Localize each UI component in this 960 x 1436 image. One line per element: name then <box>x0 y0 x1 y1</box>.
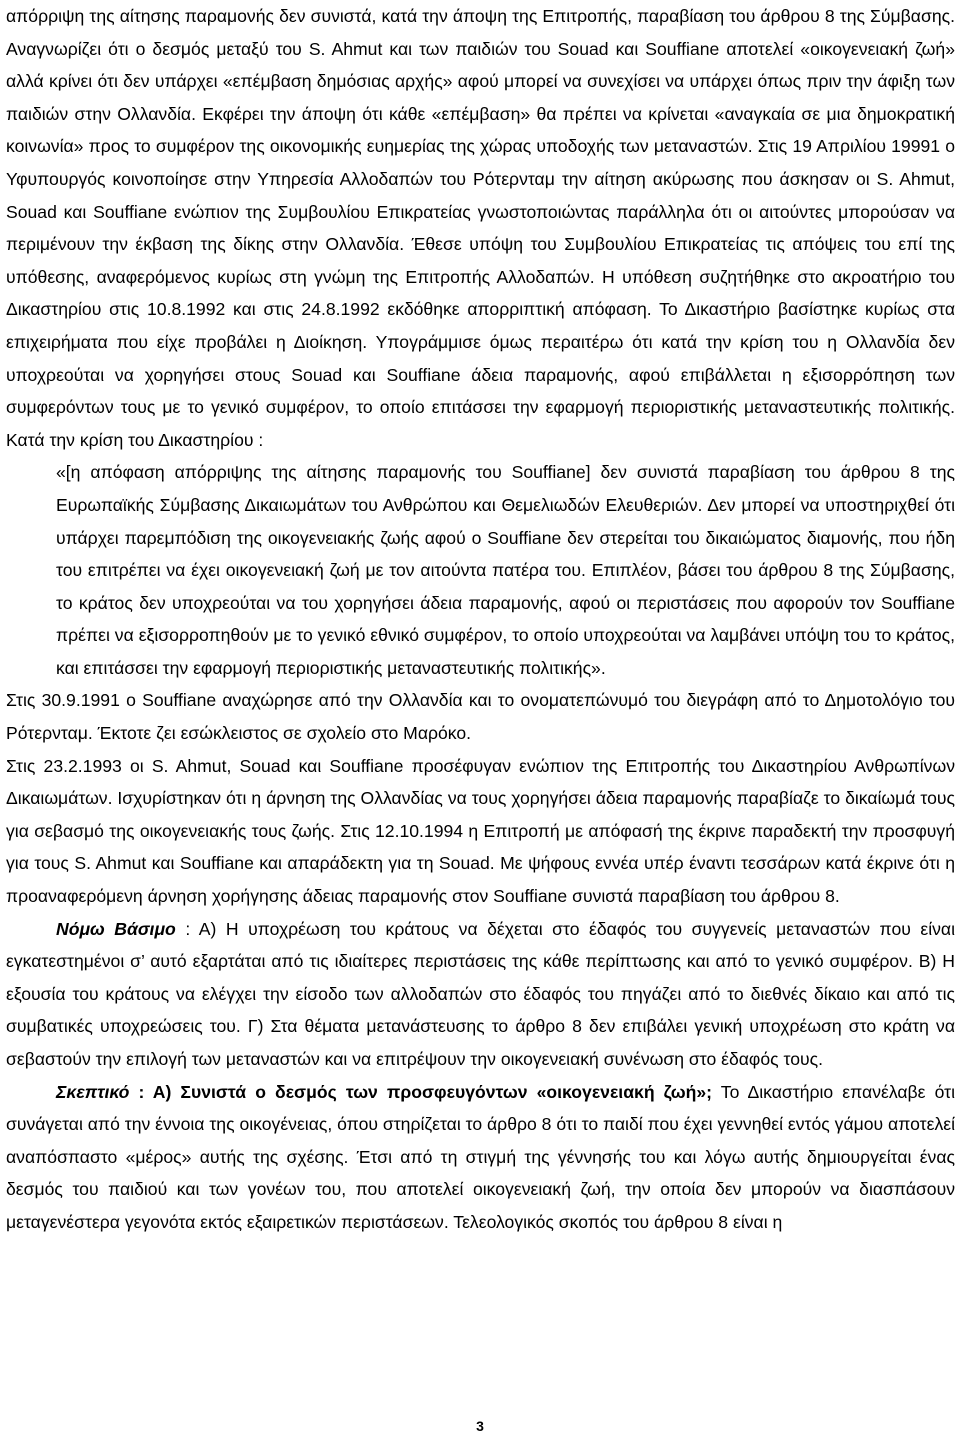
quoted-paragraph: «[η απόφαση απόρριψης της αίτησης παραμονής του Souffiane] δεν συνιστά παραβίαση του άρθρου 8 της Ευρωπαϊκής Σύμβασης Δικαιωμάτων του Ανθρώπου και Θεμελιωδών Ελευθεριών. Δεν μπορεί να υποστηριχθεί ότι υπάρχει παρεμπόδιση της οικογενειακής ζωής αφού ο Souffiane δεν στερείται του δικαιώματος διαμονής, που ήδη του επιτρέπει να έχει οικογενειακή ζωή με τον αιτούντα πατέρα του. Επιπλέον, βάσει του άρθρου 8 της Σύμβασης, το κράτος δεν υποχρεούται να του χορηγήσει άδεια παραμονής, αφού οι περιστάσεις που αφορούν τον Souffiane πρέπει να εξισορροπηθούν με το γενικό εθνικό συμφέρον, το οποίο υποχρεούται να λαμβάνει υπόψη του το κράτος, και επιτάσσει την εφαρμογή περιοριστικής μεταναστευτικής πολιτικής». <box>56 462 955 678</box>
nomo-vasimo-label: Νόμω Βάσιμο <box>56 918 176 939</box>
skeptiko-heading: : Α) Συνιστά ο δεσμός των προσφευγόντων «οικογενειακή ζωή»; <box>129 1081 713 1102</box>
paragraph-6-body: Το Δικαστήριο επανέλαβε ότι συνάγεται από την έννοια της οικογένειας, όπου στηρίζεται το άρθρο 8 ότι το παιδί που έχει γεννηθεί εντός γάμου αποτελεί αναπόσπαστο «μέρος» αυτής της σχέσης. Έτσι από τη στιγμή της γέννησής του και λόγω αυτής δημιουργείται ένας δεσμός του παιδιού και των γονέων του, που αποτελεί οικογενειακή ζωή, την οποία δεν μπορούν να διασπάσουν μεταγενέστερα γεγονότα εκτός εξαιρετικών περιστάσεων. Τελεολογικός σκοπός του άρθρου 8 είναι η <box>6 1081 955 1232</box>
paragraph-5 <box>6 913 955 1076</box>
paragraph-1: απόρριψη της αίτησης παραμονής δεν συνιστά, κατά την άποψη της Επιτροπής, παραβίαση του άρθρου 8 της Σύμβασης. Αναγνωρίζει ότι ο δεσμός μεταξύ του S. Ahmut και των παιδιών του Souad και Souffiane αποτελεί «οικογενειακή ζωή» αλλά κρίνει ότι δεν υπάρχει «επέμβαση δημόσιας αρχής» αφού μπορεί να συνεχίσει να υπάρχει όπως πριν την άφιξη των παιδιών στην Ολλανδία. Εκφέρει την άποψη ότι κάθε «επέμβαση» θα πρέπει να κρίνεται «αναγκαία σε μια δημοκρατική κοινωνία» προς το συμφέρον της οικονομικής ευημερίας της χώρας υποδοχής των μεταναστών. Στις 19 Απριλίου 19991 ο Υφυπουργός κοινοποίησε στην Υπηρεσία Αλλοδαπών του Ρότερνταμ την αίτηση ακύρωσης που άσκησαν οι S. Ahmut, Souad και Souffiane ενώπιον της Συμβουλίου Επικρατείας γνωστοποιώντας παράλληλα ότι οι αιτούντες μπορούσαν να περιμένουν την έκβαση της δίκης στην Ολλανδία. Έθεσε υπόψη του Συμβουλίου Επικρατείας τις απόψεις του επί της υπόθεσης, αναφερόμενος κυρίως στη γνώμη της Επιτροπής Αλλοδαπών. Η υπόθεση συζητήθηκε στο ακροατήριο του Δικαστηρίου στις 10.8.1992 και στις 24.8.1992 εκδόθηκε απορριπτική απόφαση. Το Δικαστήριο βασίστηκε κυρίως στα επιχειρήματα που είχε προβάλει η Διοίκηση. Υπογράμμισε όμως περαιτέρω ότι κατά την κρίση του η Ολλανδία δεν υποχρεούται να χορηγήσει στους Souad και Souffiane άδεια παραμονής, αφού επιβάλλεται η εξισορρόπηση των συμφερόντων τους με το γενικό συμφέρον, το οποίο επιτάσσει την εφαρμογή περιοριστικής μεταναστευτικής πολιτικής. Κατά την κρίση του Δικαστηρίου : <box>6 6 955 450</box>
paragraph-6 <box>6 1076 955 1239</box>
skeptiko-label: Σκεπτικό <box>56 1081 130 1102</box>
paragraph-5-body: : Α) Η υποχρέωση του κράτους να δέχεται στο έδαφός του συγγενείς μεταναστών που είναι εγκατεστημένοι σ’ αυτό εξαρτάται από τις ιδιαίτερες περιστάσεις της κάθε περίπτωσης και από το γενικό συμφέρον. Β) Η εξουσία του κράτους να ελέγχει την είσοδο των αλλοδαπών στο έδαφός του πηγάζει από το διεθνές δίκαιο και από τις συμβατικές υποχρεώσεις του. Γ) Στα θέματα μετανάστευσης το άρθρο 8 δεν επιβάλει γενική υποχρέωση στο κράτη να σεβαστούν την επιλογή των μεταναστών και να επιτρέψουν την οικογενειακή συνένωση στο έδαφός τους. <box>6 918 955 1069</box>
paragraph-4: Στις 23.2.1993 οι S. Ahmut, Souad και Souffiane προσέφυγαν ενώπιον της Επιτροπής του Δικαστηρίου Ανθρωπίνων Δικαιωμάτων. Ισχυρίστηκαν ότι η άρνηση της Ολλανδίας να τους χορηγήσει άδεια παραμονής παραβίαζε το δικαίωμά τους για σεβασμό της οικογενειακής τους ζωής. Στις 12.10.1994 η Επιτροπή με απόφασή της έκρινε παραδεκτή την προσφυγή για τους S. Ahmut και Souffiane και απαράδεκτη για τη Souad. Με ψήφους εννέα υπέρ έναντι τεσσάρων κατά έκρινε ότι η προαναφερόμενη άρνηση χορήγησης άδειας παραμονής στον Souffiane συνιστά παραβίαση του άρθρου 8. <box>6 755 955 907</box>
paragraph-3: Στις 30.9.1991 ο Souffiane αναχώρησε από την Ολλανδία και το ονοματεπώνυμό του διεγράφη από το Δημοτολόγιο του Ρότερνταμ. Έκτοτε ζει εσώκλειστος σε σχολείο στο Μαρόκο. <box>6 690 955 744</box>
document-body <box>6 0 955 1239</box>
page-number: 3 <box>476 1418 484 1434</box>
